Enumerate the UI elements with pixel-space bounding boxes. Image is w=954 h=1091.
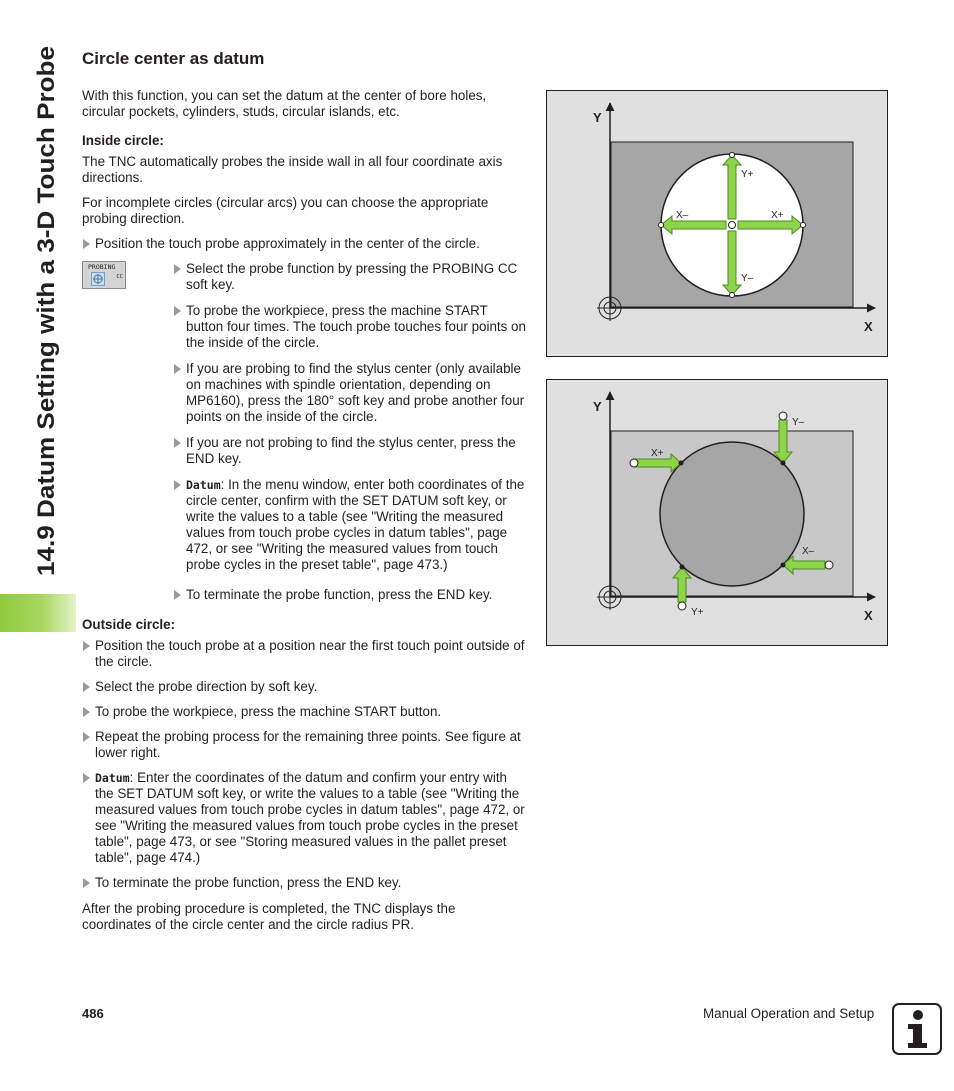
inside-step-position: Position the touch probe approximately in the center of the circle. [82, 236, 527, 252]
inside-circle-figure [546, 90, 888, 357]
inside-paragraph-2: For incomplete circles (circular arcs) you can choose the appropriate probing direction. [82, 195, 489, 226]
x-minus-label: X– [802, 546, 815, 557]
x-minus-label: X– [676, 210, 689, 221]
start-point-x-minus [825, 561, 833, 569]
inside-substep-5 [173, 477, 527, 573]
x-plus-label: X+ [651, 448, 664, 459]
chapter-color-tab [0, 594, 76, 632]
touch-point-top [781, 461, 786, 466]
y-axis-label: Y [593, 110, 602, 125]
section-title: Circle center as datum [82, 49, 265, 68]
y-minus-label: Y– [741, 273, 754, 284]
outside-step-2: Select the probe direction by soft key. [82, 679, 527, 695]
y-plus-label: Y+ [691, 607, 704, 618]
x-axis-label: X [864, 608, 873, 623]
outside-circle-diagram [547, 380, 887, 645]
probing-cc-softkey[interactable] [82, 261, 126, 289]
touch-point-bottom [730, 293, 735, 298]
y-plus-label: Y+ [741, 169, 754, 180]
outside-step-4: Repeat the probing process for the remaining three points. See figure at lower right. [82, 729, 527, 761]
inside-circle-diagram [547, 91, 887, 356]
closing-paragraph: After the probing procedure is completed, the TNC displays the coordinates of the circle center and the circle radius PR. [82, 901, 456, 932]
outside-step-1: Position the touch probe at a position near the first touch point outside of the circle. [82, 638, 527, 670]
start-point-y-plus [678, 602, 686, 610]
datum-code: Datum [186, 478, 221, 492]
chapter-side-title [20, 40, 66, 580]
page-number: 486 [82, 1006, 104, 1021]
inside-substep-2: To probe the workpiece, press the machine START button four times. The touch probe touches four points on the inside of the circle. [173, 303, 527, 351]
inside-circle-heading: Inside circle: [82, 133, 164, 148]
outside-circle-figure [546, 379, 888, 646]
footer-chapter-title: Manual Operation and Setup [703, 1006, 875, 1021]
outside-step-5 [82, 770, 527, 866]
probe-target-icon [91, 272, 105, 286]
x-plus-label: X+ [771, 210, 784, 221]
x-axis-label: X [864, 319, 873, 334]
side-title-svg [20, 40, 66, 580]
inside-substeps [88, 261, 527, 603]
inside-substep-3: If you are probing to find the stylus center (only available on machines with spindle orientation, depending on MP6160), press the 180° soft key and probe another four points on the inside of the circle. [173, 361, 527, 425]
info-icon [892, 1003, 942, 1055]
touch-point-top [730, 153, 735, 158]
touch-point-left [679, 461, 684, 466]
outside-step-5-text: : Enter the coordinates of the datum and confirm your entry with the SET DATUM soft key, or write the values to a table (see "Writing the measured values from touch probe cycles in datum tables", page 472, or see "Writing the measured values from touch probe cycles in the preset table", page 473, or see "Storing measured values in the pallet preset table", page 474.) [95, 770, 525, 865]
inside-paragraph-1: The TNC automatically probes the inside wall in all four coordinate axis directions. [82, 154, 503, 185]
touch-point-right [781, 563, 786, 568]
inside-substep-1: Select the probe function by pressing the PROBING CC soft key. [173, 261, 527, 293]
start-point-y-minus [779, 412, 787, 420]
datum-code: Datum [95, 771, 130, 785]
y-minus-label: Y– [792, 417, 805, 428]
inside-substep-6: To terminate the probe function, press the END key. [173, 587, 527, 603]
touch-point-bottom [680, 565, 685, 570]
side-title-text: 14.9 Datum Setting with a 3-D Touch Probe [33, 88, 60, 576]
y-axis-label: Y [593, 399, 602, 414]
main-content [82, 48, 527, 942]
intro-paragraph: With this function, you can set the datum at the center of bore holes, circular pockets, cylinders, studs, circular islands, etc. [82, 88, 487, 119]
outside-step-3: To probe the workpiece, press the machine START button. [82, 704, 527, 720]
touch-point-left [659, 223, 664, 228]
probe-start-point [729, 222, 736, 229]
outside-step-6: To terminate the probe function, press the END key. [82, 875, 527, 891]
touch-point-right [801, 223, 806, 228]
start-point-x-plus [630, 459, 638, 467]
softkey-label-bottom: CC [116, 274, 123, 280]
softkey-label-top: PROBING [88, 263, 116, 271]
inside-substep-5-text: : In the menu window, enter both coordinates of the circle center, confirm with the SET DATUM soft key, or write the values to a table (see "Writing the measured values from touch probe cycles in datum tables", page 472, or see "Writing the measured values from touch probe cycles in the preset table", page 473.) [186, 477, 525, 572]
outside-circle-heading: Outside circle: [82, 617, 176, 632]
inside-substep-4: If you are not probing to find the stylus center, press the END key. [173, 435, 527, 467]
